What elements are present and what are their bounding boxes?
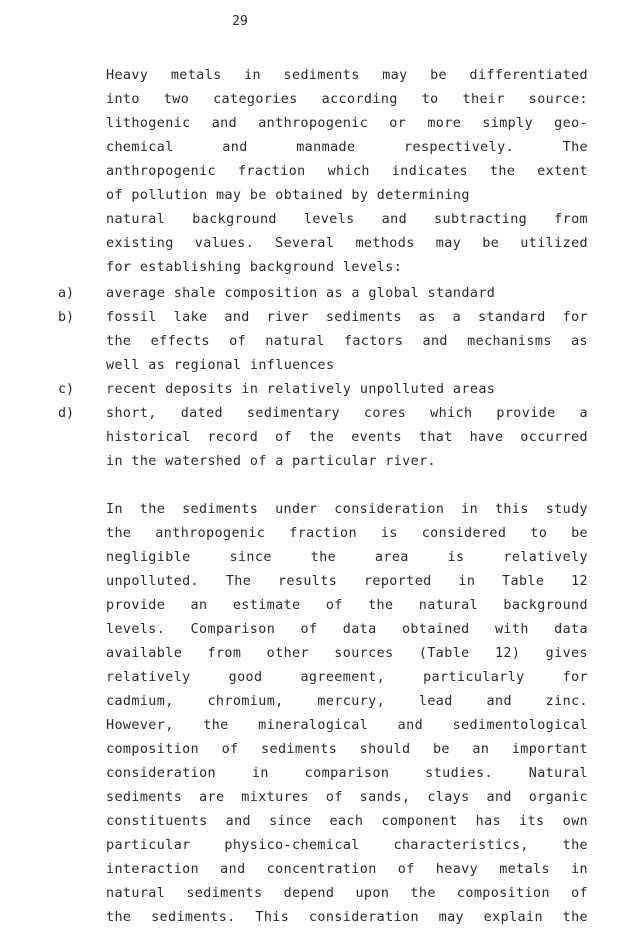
list-item-b-line: the effects of natural factors and mechanisms as bbox=[106, 334, 588, 349]
paragraph2-line: However, the mineralogical and sedimentological bbox=[106, 718, 588, 733]
list-item-a-line: average shale composition as a global standard bbox=[106, 286, 496, 301]
paragraph1-line: of pollution may be obtained by determining bbox=[106, 188, 470, 203]
list-marker-a: a) bbox=[58, 286, 75, 301]
paragraph2-line: the sediments. This consideration may explain the bbox=[106, 910, 588, 925]
paragraph2-line: constituents and since each component has its own bbox=[106, 814, 588, 829]
paragraph1-line: for establishing background levels: bbox=[106, 260, 403, 275]
paragraph2-line: consideration in comparison studies. Natural bbox=[106, 766, 588, 781]
paragraph2-line: particular physico-chemical characteristics, the bbox=[106, 838, 588, 853]
paragraph2-line: relatively good agreement, particularly for bbox=[106, 670, 588, 685]
list-marker-d: d) bbox=[58, 406, 75, 421]
paragraph2-line: composition of sediments should be an important bbox=[106, 742, 588, 757]
paragraph2-line: levels. Comparison of data obtained with data bbox=[106, 622, 588, 637]
paragraph2-line: cadmium, chromium, mercury, lead and zinc. bbox=[106, 694, 588, 709]
list-marker-c: c) bbox=[58, 382, 75, 397]
list-item-d-line: in the watershed of a particular river. bbox=[106, 454, 437, 469]
paragraph2-line: available from other sources (Table 12) gives bbox=[106, 646, 588, 661]
paragraph2-line: provide an estimate of the natural background bbox=[106, 598, 588, 613]
list-item-d-line: historical record of the events that have occurred bbox=[106, 430, 588, 445]
paragraph2-line: negligible since the area is relatively bbox=[106, 550, 588, 565]
paragraph1-line: existing values. Several methods may be utilized bbox=[106, 236, 588, 251]
paragraph2-line: natural sediments depend upon the composition of bbox=[106, 886, 588, 901]
paragraph1-line: Heavy metals in sediments may be differentiated bbox=[106, 68, 588, 83]
page-number: 29 bbox=[232, 14, 248, 29]
paragraph1-line: natural background levels and subtracting from bbox=[106, 212, 588, 227]
list-item-b-line: well as regional influences bbox=[106, 358, 335, 373]
paragraph1-line: chemical and manmade respectively. The bbox=[106, 140, 588, 155]
list-marker-b: b) bbox=[58, 310, 75, 325]
paragraph2-line: In the sediments under consideration in this study bbox=[106, 502, 588, 517]
list-item-c-line: recent deposits in relatively unpolluted areas bbox=[106, 382, 496, 397]
paragraph1-line: anthropogenic fraction which indicates the extent bbox=[106, 164, 588, 179]
paragraph2-line: the anthropogenic fraction is considered to be bbox=[106, 526, 588, 541]
paragraph1-line: lithogenic and anthropogenic or more simply geo- bbox=[106, 116, 588, 131]
paragraph2-line: interaction and concentration of heavy metals in bbox=[106, 862, 588, 877]
paragraph2-line: sediments are mixtures of sands, clays and organic bbox=[106, 790, 588, 805]
paragraph1-line: into two categories according to their source: bbox=[106, 92, 588, 107]
paragraph2-line: unpolluted. The results reported in Table 12 bbox=[106, 574, 588, 589]
list-item-d-line: short, dated sedimentary cores which provide a bbox=[106, 406, 588, 421]
list-item-b-line: fossil lake and river sediments as a standard for bbox=[106, 310, 588, 325]
